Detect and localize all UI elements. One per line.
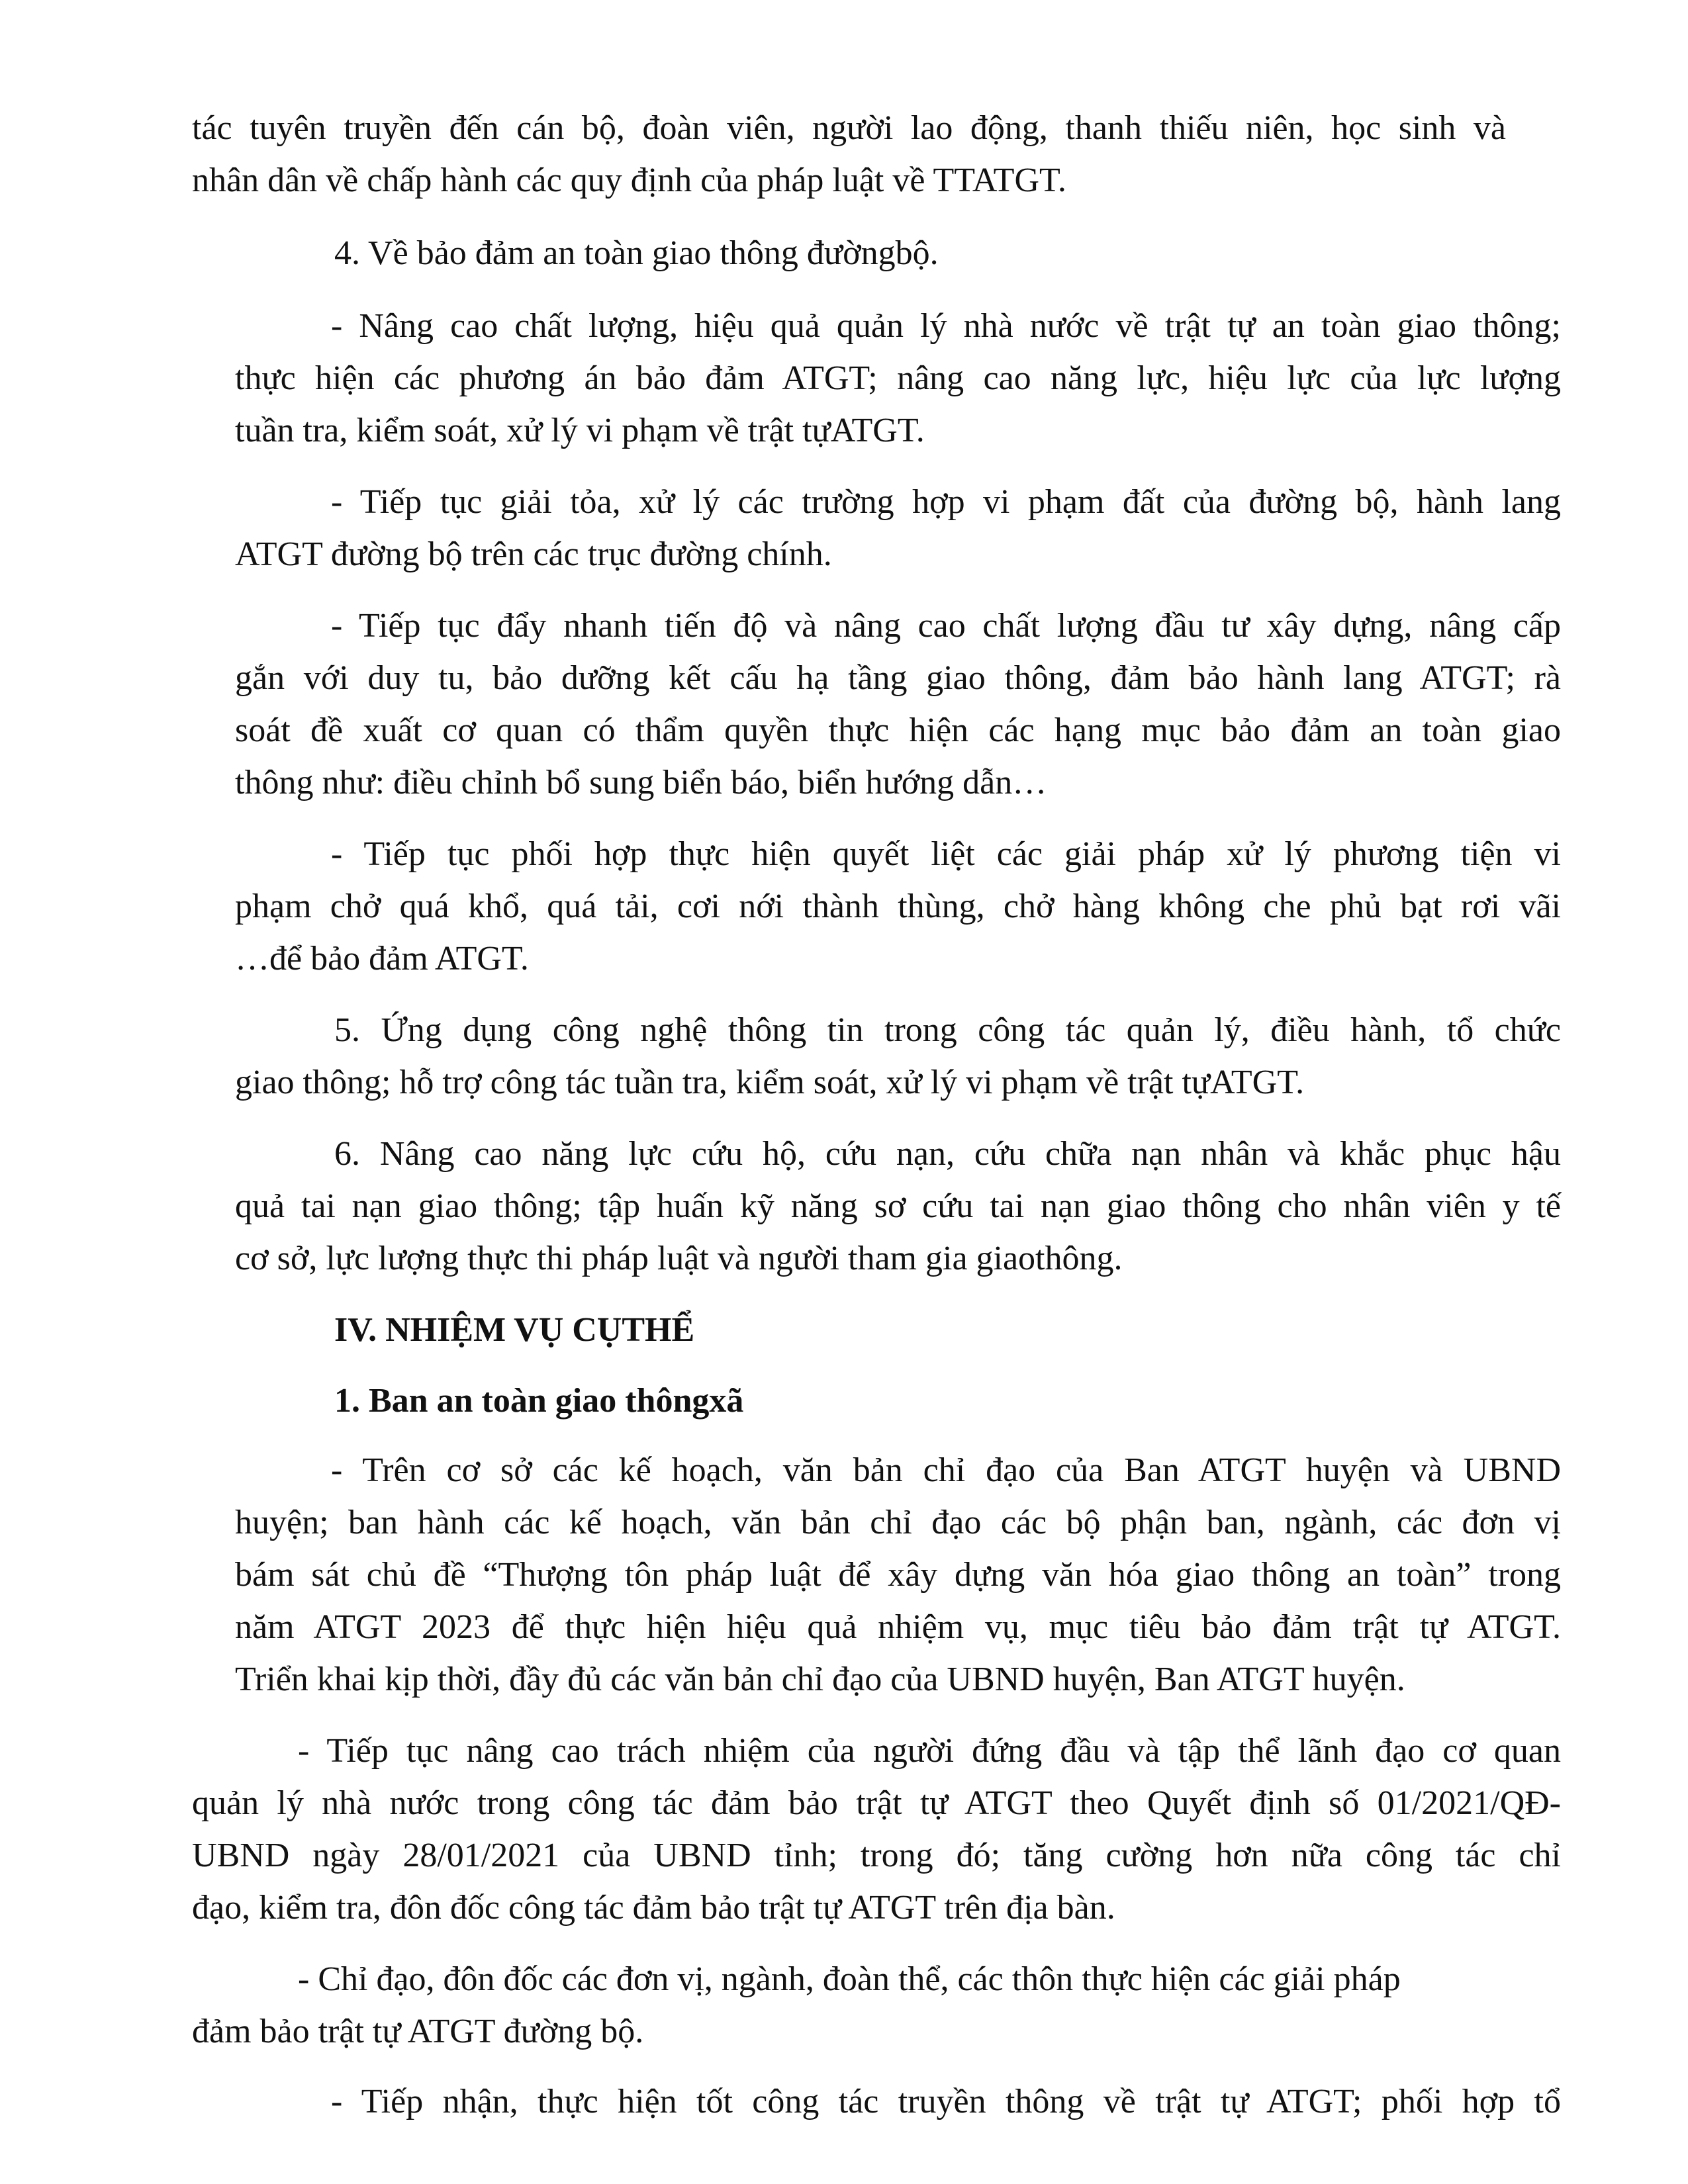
paragraph-line: 5. Ứng dụng công nghệ thông tin trong công tác quản lý, điều hành, tổ chức xyxy=(334,1011,1561,1049)
paragraph-line: ATGT đường bộ trên các trục đường chính. xyxy=(235,535,832,573)
paragraph-line: bám sát chủ đề “Thượng tôn pháp luật để xây dựng văn hóa giao thông an toàn” trong xyxy=(235,1556,1561,1594)
paragraph-line: giao thông; hỗ trợ công tác tuần tra, kiểm soát, xử lý vi phạm về trật tựATGT. xyxy=(235,1064,1305,1101)
paragraph-line: - Tiếp tục nâng cao trách nhiệm của người đứng đầu và tập thể lãnh đạo cơ quan xyxy=(298,1732,1561,1770)
paragraph-line: - Tiếp tục đẩy nhanh tiến độ và nâng cao chất lượng đầu tư xây dựng, nâng cấp xyxy=(331,607,1561,645)
section-heading: 4. Về bảo đảm an toàn giao thông đườngbộ. xyxy=(334,234,939,272)
paragraph-line: Triển khai kịp thời, đầy đủ các văn bản chỉ đạo của UBND huyện, Ban ATGT huyện. xyxy=(235,1661,1405,1698)
paragraph-line: năm ATGT 2023 để thực hiện hiệu quả nhiệm vụ, mục tiêu bảo đảm trật tự ATGT. xyxy=(235,1608,1561,1646)
subsection-heading: 1. Ban an toàn giao thôngxã xyxy=(334,1382,744,1420)
paragraph-line: …để bảo đảm ATGT. xyxy=(235,940,529,978)
paragraph-line: UBND ngày 28/01/2021 của UBND tỉnh; trong đó; tăng cường hơn nữa công tác chỉ xyxy=(192,1837,1561,1874)
paragraph-line: 6. Nâng cao năng lực cứu hộ, cứu nạn, cứu chữa nạn nhân và khắc phục hậu xyxy=(334,1135,1561,1173)
paragraph-line: cơ sở, lực lượng thực thi pháp luật và người tham gia giaothông. xyxy=(235,1240,1123,1277)
paragraph-line: tác tuyên truyền đến cán bộ, đoàn viên, người lao động, thanh thiếu niên, học sinh và xyxy=(192,109,1506,147)
paragraph-line: - Tiếp nhận, thực hiện tốt công tác truyền thông về trật tự ATGT; phối hợp tổ xyxy=(331,2083,1561,2120)
paragraph-line: nhân dân về chấp hành các quy định của pháp luật về TTATGT. xyxy=(192,161,1066,199)
paragraph-line: đảm bảo trật tự ATGT đường bộ. xyxy=(192,2013,644,2050)
paragraph-line: - Nâng cao chất lượng, hiệu quả quản lý nhà nước về trật tự an toàn giao thông; xyxy=(331,307,1561,345)
paragraph-line: thông như: điều chỉnh bổ sung biển báo, biển hướng dẫn… xyxy=(235,764,1047,801)
paragraph-line: quản lý nhà nước trong công tác đảm bảo trật tự ATGT theo Quyết định số 01/2021/QĐ- xyxy=(192,1784,1561,1822)
paragraph-line: tuần tra, kiểm soát, xử lý vi phạm về trật tựATGT. xyxy=(235,412,925,449)
section-heading: IV. NHIỆM VỤ CỤTHỂ xyxy=(334,1311,695,1349)
paragraph-line: - Tiếp tục phối hợp thực hiện quyết liệt các giải pháp xử lý phương tiện vi xyxy=(331,835,1561,873)
paragraph-line: gắn với duy tu, bảo dưỡng kết cấu hạ tầng giao thông, đảm bảo hành lang ATGT; rà xyxy=(235,659,1561,697)
paragraph-line: thực hiện các phương án bảo đảm ATGT; nâng cao năng lực, hiệu lực của lực lượng xyxy=(235,359,1561,397)
paragraph-line: huyện; ban hành các kế hoạch, văn bản chỉ đạo các bộ phận ban, ngành, các đơn vị xyxy=(235,1504,1561,1541)
paragraph-line: soát đề xuất cơ quan có thẩm quyền thực hiện các hạng mục bảo đảm an toàn giao xyxy=(235,711,1561,749)
paragraph-line: phạm chở quá khổ, quá tải, cơi nới thành thùng, chở hàng không che phủ bạt rơi vãi xyxy=(235,887,1561,925)
paragraph-line: đạo, kiểm tra, đôn đốc công tác đảm bảo trật tự ATGT trên địa bàn. xyxy=(192,1889,1115,1927)
paragraph-line: - Chỉ đạo, đôn đốc các đơn vị, ngành, đoàn thể, các thôn thực hiện các giải pháp xyxy=(298,1960,1401,1998)
paragraph-line: - Trên cơ sở các kế hoạch, văn bản chỉ đạo của Ban ATGT huyện và UBND xyxy=(331,1451,1561,1489)
paragraph-line: quả tai nạn giao thông; tập huấn kỹ năng sơ cứu tai nạn giao thông cho nhân viên y tế xyxy=(235,1187,1561,1225)
paragraph-line: - Tiếp tục giải tỏa, xử lý các trường hợp vi phạm đất của đường bộ, hành lang xyxy=(331,483,1561,521)
